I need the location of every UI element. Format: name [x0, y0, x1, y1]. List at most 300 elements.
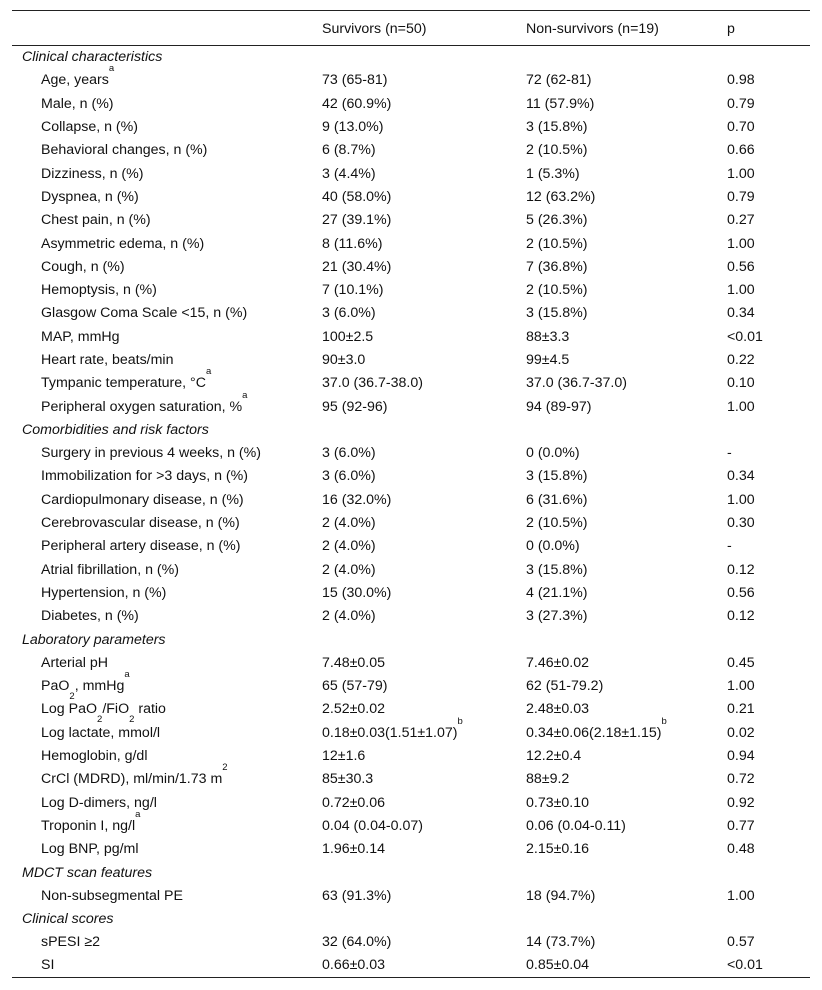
value-text: 100±2.5: [322, 328, 374, 345]
p-value: 1.00: [727, 165, 755, 182]
p-value: 0.94: [727, 748, 755, 765]
non-survivors-value: [526, 838, 727, 861]
table-row: [12, 185, 810, 208]
row-label: [12, 389, 322, 418]
p-value: 1.00: [727, 887, 755, 904]
non-survivors-value: [526, 558, 727, 581]
survivors-value: [322, 931, 526, 954]
label-text: Log BNP, pg/ml: [41, 841, 139, 858]
label-text: sPESI ≥2: [41, 934, 101, 951]
value-text: 4 (21.1%): [526, 584, 588, 601]
p-value: 0.02: [727, 724, 755, 741]
value-text: 7 (10.1%): [322, 282, 384, 299]
value-text: 2 (4.0%): [322, 538, 376, 555]
row-label: [12, 791, 322, 814]
label-text: Behavioral changes, n (%): [41, 142, 208, 159]
label-text: , mmHg: [74, 678, 125, 695]
table-row: [12, 442, 810, 465]
non-survivors-value: [526, 884, 727, 907]
non-survivors-value: [526, 675, 727, 698]
label-text: Hemoglobin, g/dl: [41, 748, 148, 765]
p-value: 0.66: [727, 142, 755, 159]
p-value: -: [727, 538, 732, 555]
row-label: [12, 255, 322, 278]
non-survivors-value: [526, 69, 727, 92]
p-value: 0.70: [727, 119, 755, 136]
value-text: 16 (32.0%): [322, 491, 392, 508]
p-value: 0.98: [727, 72, 755, 89]
p-value: 0.77: [727, 817, 755, 834]
non-survivors-value: [526, 768, 727, 791]
survivors-value: [322, 744, 526, 767]
row-label: [12, 162, 322, 185]
survivors-value: [322, 581, 526, 604]
value-text: 0.18±0.03(1.51±1.07): [322, 724, 458, 741]
value-text: 90±3.0: [322, 352, 366, 368]
table-row: [12, 232, 810, 255]
label-text: /FiO: [102, 701, 130, 718]
survivors-value: [322, 488, 526, 511]
value-text: 3 (6.0%): [322, 445, 376, 462]
row-label: [12, 535, 322, 558]
value-text: 3 (15.8%): [526, 119, 588, 136]
non-survivors-value: [526, 162, 727, 185]
label-text: SI: [41, 957, 55, 974]
value-text: 3 (6.0%): [322, 305, 376, 322]
table-row: [12, 488, 810, 511]
survivors-value: [322, 139, 526, 162]
survivors-value: [322, 115, 526, 138]
label-text: Log PaO: [41, 701, 98, 718]
value-text: 73 (65-81): [322, 72, 388, 89]
section-title: Clinical characteristics: [22, 49, 163, 66]
label-superscript: a: [124, 669, 130, 681]
row-label: [12, 669, 322, 703]
label-text: Troponin I, ng/l: [41, 817, 136, 834]
row-label: [12, 348, 322, 371]
row-label: [12, 721, 322, 744]
table-row: [12, 791, 810, 814]
value-text: 0.72±0.06: [322, 794, 386, 811]
header-row: [12, 11, 810, 46]
survivors-value: [322, 69, 526, 92]
row-label: [12, 63, 322, 92]
table-row: [12, 465, 810, 488]
label-superscript: 2: [222, 762, 228, 774]
section-title: MDCT scan features: [22, 864, 153, 881]
survivors-value: [322, 372, 526, 395]
survivors-value: [322, 651, 526, 674]
header-non-survivors: Non-survivors (n=19): [526, 21, 659, 37]
value-text: 72 (62-81): [526, 72, 592, 89]
label-text: ratio: [134, 701, 166, 718]
value-text: 63 (91.3%): [322, 887, 392, 904]
section-title: Clinical scores: [22, 911, 114, 928]
p-value: 0.56: [727, 258, 755, 275]
survivors-value: [322, 768, 526, 791]
non-survivors-value: [526, 395, 727, 418]
table-row: [12, 535, 810, 558]
non-survivors-value: [526, 651, 727, 674]
value-text: 12.2±0.4: [526, 748, 582, 765]
survivors-value: [322, 465, 526, 488]
label-text: Arterial pH: [41, 654, 109, 671]
survivors-value: [322, 814, 526, 837]
p-value: 1.00: [727, 235, 755, 252]
p-value: 1.00: [727, 678, 755, 695]
non-survivors-value: [526, 715, 727, 744]
section-row: [12, 418, 810, 441]
non-survivors-value: [526, 185, 727, 208]
value-text: 2 (4.0%): [322, 561, 376, 578]
value-text: 99±4.5: [526, 352, 570, 368]
p-value: 0.45: [727, 654, 755, 671]
label-text: Immobilization for >3 days, n (%): [41, 468, 248, 485]
table-row: [12, 302, 810, 325]
label-text: Age, years: [41, 72, 109, 89]
value-text: 0.85±0.04: [526, 957, 590, 974]
row-label: [12, 884, 322, 907]
table-row: [12, 698, 810, 721]
value-text: 0 (0.0%): [526, 445, 580, 462]
label-text: Log D-dimers, ng/l: [41, 794, 157, 811]
value-text: 62 (51-79.2): [526, 678, 604, 695]
value-text: 6 (8.7%): [322, 142, 376, 159]
table-row: [12, 814, 810, 837]
table-row: [12, 651, 810, 674]
value-text: 7.48±0.05: [322, 654, 386, 671]
label-text: Atrial fibrillation, n (%): [41, 561, 179, 578]
survivors-value: [322, 954, 526, 977]
non-survivors-value: [526, 698, 727, 721]
p-value: 0.48: [727, 841, 755, 858]
value-text: 0.34±0.06(2.18±1.15): [526, 724, 662, 741]
survivors-value: [322, 698, 526, 721]
label-text: Cerebrovascular disease, n (%): [41, 515, 240, 532]
row-label: [12, 302, 322, 325]
value-text: 3 (4.4%): [322, 165, 376, 182]
table-row: [12, 931, 810, 954]
row-label: [12, 92, 322, 115]
value-text: 0.06 (0.04-0.11): [526, 817, 626, 834]
survivors-value: [322, 209, 526, 232]
value-text: 2 (4.0%): [322, 515, 376, 532]
label-text: Male, n (%): [41, 95, 114, 112]
p-value: -: [727, 445, 732, 462]
label-text: Dizziness, n (%): [41, 165, 144, 182]
p-value: 0.56: [727, 584, 755, 601]
row-label: [12, 838, 322, 861]
row-label: [12, 115, 322, 138]
section-row: [12, 907, 810, 930]
value-text: 3 (27.3%): [526, 608, 588, 625]
survivors-value: [322, 278, 526, 301]
non-survivors-value: [526, 255, 727, 278]
value-text: 2 (10.5%): [526, 142, 588, 159]
row-label: [12, 511, 322, 534]
label-text: Surgery in previous 4 weeks, n (%): [41, 445, 261, 462]
row-label: [12, 465, 322, 488]
header-survivors: Survivors (n=50): [322, 21, 427, 37]
survivors-value: [322, 325, 526, 348]
row-label: [12, 278, 322, 301]
label-superscript: a: [242, 389, 248, 401]
non-survivors-value: [526, 372, 727, 395]
table-row: [12, 581, 810, 604]
survivors-value: [322, 675, 526, 698]
header-p-value: p: [727, 21, 735, 37]
value-text: 0.04 (0.04-0.07): [322, 817, 423, 834]
row-label: [12, 232, 322, 255]
p-value: 0.34: [727, 305, 755, 322]
table-row: [12, 115, 810, 138]
non-survivors-value: [526, 954, 727, 977]
label-text: MAP, mmHg: [41, 328, 120, 345]
section-title: Laboratory parameters: [22, 631, 166, 648]
row-label: [12, 744, 322, 767]
survivors-value: [322, 838, 526, 861]
survivors-value: [322, 232, 526, 255]
table-row: [12, 605, 810, 628]
non-survivors-value: [526, 791, 727, 814]
non-survivors-value: [526, 931, 727, 954]
value-text: 3 (6.0%): [322, 468, 376, 485]
table-header: [12, 11, 810, 46]
label-text: Non-subsegmental PE: [41, 887, 183, 904]
row-label: [12, 954, 322, 977]
value-text: 1 (5.3%): [526, 165, 580, 182]
table-row: [12, 558, 810, 581]
row-label: [12, 581, 322, 604]
survivors-value: [322, 348, 526, 371]
value-text: 8 (11.6%): [322, 235, 383, 252]
value-text: 11 (57.9%): [526, 95, 595, 112]
table-row: [12, 675, 810, 698]
label-text: Tympanic temperature, °C: [41, 375, 206, 392]
value-text: 18 (94.7%): [526, 887, 596, 904]
table-row: [12, 255, 810, 278]
table-row: [12, 69, 810, 92]
section-row: [12, 628, 810, 651]
p-value: 0.72: [727, 771, 755, 788]
value-text: 37.0 (36.7-38.0): [322, 375, 423, 392]
row-label: [12, 442, 322, 465]
table-row: [12, 209, 810, 232]
table-body: [12, 46, 810, 978]
p-value: 0.10: [727, 375, 755, 392]
header-variable: [12, 11, 322, 46]
survivors-value: [322, 442, 526, 465]
value-text: 37.0 (36.7-37.0): [526, 375, 627, 392]
table-row: [12, 744, 810, 767]
label-text: Chest pain, n (%): [41, 212, 151, 229]
non-survivors-value: [526, 209, 727, 232]
label-text: Log lactate, mmol/l: [41, 724, 161, 741]
non-survivors-value: [526, 232, 727, 255]
value-text: 0.66±0.03: [322, 957, 386, 974]
p-value: 0.57: [727, 934, 755, 951]
p-value: 1.00: [727, 282, 755, 299]
table-row: [12, 395, 810, 418]
table-row: [12, 372, 810, 395]
label-text: Asymmetric edema, n (%): [41, 235, 205, 252]
p-value: 0.92: [727, 794, 755, 811]
survivors-value: [322, 395, 526, 418]
value-text: 7 (36.8%): [526, 258, 588, 275]
label-text: Heart rate, beats/min: [41, 352, 174, 368]
value-text: 9 (13.0%): [322, 119, 384, 136]
value-text: 94 (89-97): [526, 398, 592, 415]
table-row: [12, 162, 810, 185]
p-value: 1.00: [727, 491, 755, 508]
table-row: [12, 348, 810, 371]
row-label: [12, 762, 322, 791]
p-value: 0.79: [727, 95, 755, 112]
label-text: Collapse, n (%): [41, 119, 138, 136]
value-text: 0.73±0.10: [526, 794, 590, 811]
row-label: [12, 185, 322, 208]
value-text: 2.52±0.02: [322, 701, 386, 718]
table-row: [12, 511, 810, 534]
p-value: <0.01: [727, 954, 810, 977]
row-label: [12, 139, 322, 162]
row-label: [12, 698, 322, 726]
value-text: 15 (30.0%): [322, 584, 392, 601]
p-value: 0.12: [727, 561, 755, 578]
row-label: [12, 651, 322, 674]
table-container: [12, 10, 810, 978]
section-row: [12, 861, 810, 884]
non-survivors-value: [526, 348, 727, 371]
value-superscript: b: [661, 715, 667, 727]
label-text: Peripheral artery disease, n (%): [41, 538, 241, 555]
label-superscript: a: [205, 366, 212, 378]
label-text: Peripheral oxygen saturation, %: [41, 398, 243, 415]
table-row: [12, 278, 810, 301]
survivors-value: [322, 605, 526, 628]
value-text: 40 (58.0%): [322, 188, 392, 205]
p-value: <0.01: [727, 328, 763, 345]
value-text: 88±9.2: [526, 771, 570, 788]
non-survivors-value: [526, 465, 727, 488]
non-survivors-value: [526, 535, 727, 558]
p-value: 0.34: [727, 468, 755, 485]
survivors-value: [322, 302, 526, 325]
value-text: 2 (4.0%): [322, 608, 376, 625]
table-row: [12, 838, 810, 861]
label-text: Cough, n (%): [41, 258, 125, 275]
non-survivors-value: [526, 139, 727, 162]
value-text: 2 (10.5%): [526, 282, 588, 299]
row-label: [12, 605, 322, 628]
non-survivors-value: [526, 325, 727, 348]
table-row: [12, 325, 810, 348]
value-text: 3 (15.8%): [526, 468, 588, 485]
value-text: 3 (15.8%): [526, 561, 588, 578]
section-row: [12, 46, 810, 69]
value-text: 27 (39.1%): [322, 212, 392, 229]
value-text: 42 (60.9%): [322, 95, 392, 112]
label-text: Hemoptysis, n (%): [41, 282, 157, 299]
p-value: 0.30: [727, 515, 755, 532]
value-text: 3 (15.8%): [526, 305, 588, 322]
p-value: 0.22: [727, 352, 755, 368]
non-survivors-value: [526, 302, 727, 325]
value-text: 6 (31.6%): [526, 491, 588, 508]
non-survivors-value: [526, 511, 727, 534]
value-text: 21 (30.4%): [322, 258, 392, 275]
value-text: 32 (64.0%): [322, 934, 392, 951]
value-text: 14 (73.7%): [526, 934, 596, 951]
survivors-value: [322, 715, 526, 744]
label-superscript: a: [108, 63, 115, 75]
table-row: [12, 139, 810, 162]
survivors-value: [322, 162, 526, 185]
value-text: 7.46±0.02: [526, 654, 590, 671]
label-text: CrCl (MDRD), ml/min/1.73 m: [41, 771, 223, 788]
value-text: 5 (26.3%): [526, 212, 588, 229]
survivors-value: [322, 92, 526, 115]
row-label: [12, 488, 322, 511]
p-value: 0.21: [727, 701, 755, 718]
p-value: 0.12: [727, 608, 755, 625]
non-survivors-value: [526, 605, 727, 628]
row-label: [12, 325, 322, 348]
non-survivors-value: [526, 115, 727, 138]
value-text: 1.96±0.14: [322, 841, 386, 858]
non-survivors-value: [526, 442, 727, 465]
value-text: 2 (10.5%): [526, 515, 588, 532]
non-survivors-value: [526, 92, 727, 115]
table-row: [12, 768, 810, 791]
p-value: 0.79: [727, 188, 755, 205]
label-text: Hypertension, n (%): [41, 584, 167, 601]
table-row: [12, 92, 810, 115]
survivors-value: [322, 558, 526, 581]
survivors-value: [322, 511, 526, 534]
value-text: 12±1.6: [322, 748, 366, 765]
value-text: 2 (10.5%): [526, 235, 588, 252]
section-title: Comorbidities and risk factors: [22, 421, 209, 438]
survivors-value: [322, 884, 526, 907]
value-text: 2.15±0.16: [526, 841, 590, 858]
row-label: [12, 808, 322, 837]
value-text: 95 (92-96): [322, 398, 388, 415]
table-row: [12, 954, 810, 977]
value-text: 2.48±0.03: [526, 701, 590, 718]
label-text: PaO: [41, 678, 70, 695]
label-text: Cardiopulmonary disease, n (%): [41, 491, 244, 508]
label-subscript: 2: [129, 714, 135, 726]
table-row: [12, 884, 810, 907]
label-subscript: 2: [97, 714, 103, 726]
survivors-value: [322, 535, 526, 558]
survivors-value: [322, 255, 526, 278]
label-superscript: a: [135, 808, 141, 820]
p-value: 1.00: [727, 398, 755, 415]
non-survivors-value: [526, 744, 727, 767]
non-survivors-value: [526, 581, 727, 604]
survivors-value: [322, 185, 526, 208]
label-text: Glasgow Coma Scale <15, n (%): [41, 305, 248, 322]
survivors-value: [322, 791, 526, 814]
value-text: 88±3.3: [526, 328, 570, 345]
value-superscript: b: [457, 715, 463, 727]
p-value: 0.27: [727, 212, 755, 229]
value-text: 0 (0.0%): [526, 538, 580, 555]
row-label: [12, 931, 322, 954]
label-text: Dyspnea, n (%): [41, 188, 139, 205]
